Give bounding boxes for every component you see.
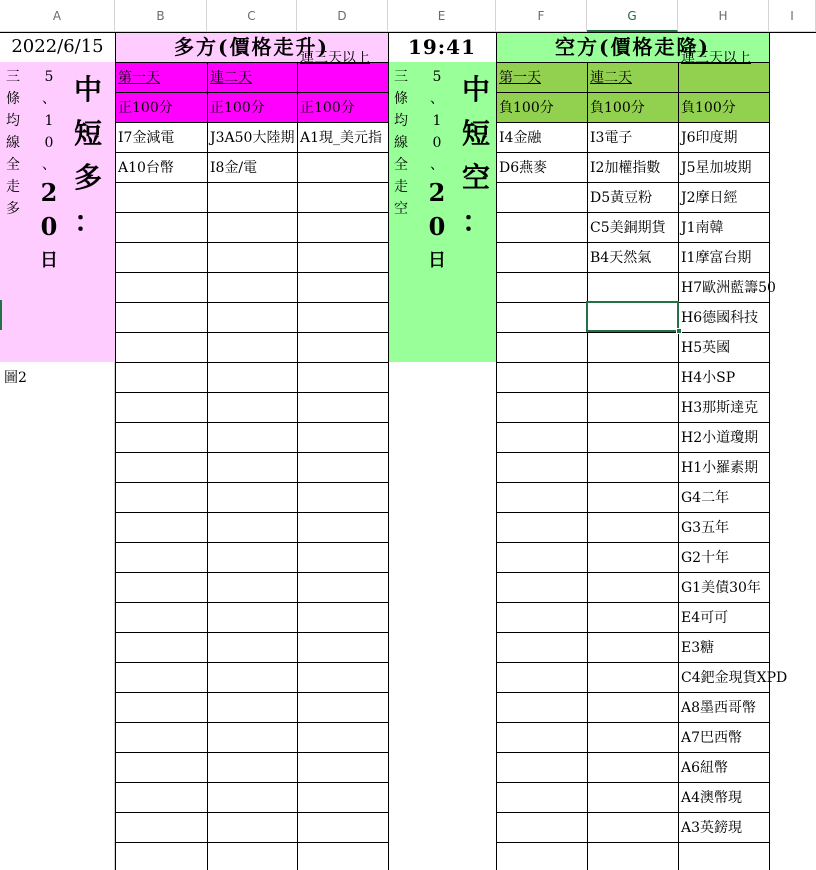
- border-line: [115, 542, 388, 543]
- side-big-char: 短: [462, 117, 491, 150]
- side-char: 全: [394, 157, 408, 173]
- column-header-d[interactable]: D: [297, 0, 388, 32]
- side-big-char: 中: [74, 73, 103, 106]
- border-line: [388, 62, 389, 870]
- short-day2-item[interactable]: C5美銅期貨: [590, 220, 666, 236]
- side-char: 走: [6, 179, 20, 195]
- column-header-f[interactable]: F: [496, 0, 587, 32]
- short-day3-item[interactable]: G3五年: [681, 520, 730, 536]
- border-line: [115, 572, 388, 573]
- note-cell[interactable]: 圖2: [4, 370, 27, 386]
- side-big-char: 空: [462, 161, 491, 194]
- side-char: 0: [428, 212, 446, 241]
- long-day2-item[interactable]: J3A50大陸期: [210, 130, 295, 146]
- border-line: [115, 782, 388, 783]
- short-day3-item[interactable]: H2小道瓊期: [681, 430, 759, 446]
- short-day3-item[interactable]: A6紐幣: [681, 760, 729, 776]
- border-line: [115, 392, 388, 393]
- side-char: 2: [428, 178, 446, 207]
- short-day3-item[interactable]: A3英鎊現: [681, 820, 743, 836]
- long-day1-item[interactable]: A10台幣: [118, 160, 174, 176]
- side-char: 1: [44, 113, 54, 129]
- border-line: [115, 662, 388, 663]
- short-title: 空方(價格走降): [555, 35, 710, 59]
- short-score-day3[interactable]: 負100分: [681, 100, 736, 116]
- side-char: 三: [394, 69, 408, 85]
- side-char: 0: [432, 135, 442, 151]
- short-day3-item[interactable]: H1小羅素期: [681, 460, 759, 476]
- short-day2-item[interactable]: B4天然氣: [590, 250, 652, 266]
- short-day3-item[interactable]: A7巴西幣: [681, 730, 743, 746]
- border-line: [496, 842, 769, 843]
- border-line: [115, 512, 388, 513]
- gridline: [0, 300, 2, 330]
- short-day3-item[interactable]: H5英國: [681, 340, 731, 356]
- side-char: 均: [6, 113, 20, 129]
- long-header-day3[interactable]: 連三天以上: [300, 51, 370, 66]
- short-day3-item[interactable]: A4澳幣現: [681, 790, 743, 806]
- side-char: 5: [432, 69, 442, 85]
- border-line: [115, 842, 388, 843]
- short-day3-item[interactable]: G4二年: [681, 490, 730, 506]
- side-char: 多: [6, 201, 20, 217]
- side-big-char: ：: [74, 205, 103, 238]
- border-line: [115, 632, 388, 633]
- border-line: [115, 482, 388, 483]
- side-char: 0: [40, 212, 58, 241]
- short-header-day3[interactable]: 連三天以上: [681, 51, 751, 66]
- border-line: [207, 62, 208, 870]
- long-day3-item[interactable]: A1現_美元指: [300, 130, 383, 146]
- long-title: 多方(價格走升): [174, 35, 329, 59]
- border-line: [115, 692, 388, 693]
- side-char: 空: [394, 201, 408, 217]
- long-day2-item[interactable]: I8金/電: [210, 160, 258, 176]
- short-score-day2[interactable]: 負100分: [590, 100, 645, 116]
- short-day3-item[interactable]: C4鈀金現貨XPD: [681, 670, 788, 686]
- short-day3-item[interactable]: E4可可: [681, 610, 729, 626]
- short-header-day1[interactable]: 第一天: [499, 70, 541, 86]
- column-header-a[interactable]: A: [0, 0, 115, 32]
- short-day3-item[interactable]: I1摩富台期: [681, 250, 752, 266]
- side-char: 條: [6, 91, 20, 107]
- side-char: 條: [394, 91, 408, 107]
- border-line: [115, 212, 388, 213]
- side-big-char: ：: [462, 205, 491, 238]
- short-day2-item[interactable]: I3電子: [590, 130, 633, 146]
- border-line: [297, 62, 298, 870]
- short-day3-item[interactable]: H7歐洲藍籌50: [681, 280, 776, 296]
- border-line: [115, 422, 388, 423]
- short-day3-item[interactable]: H3那斯達克: [681, 400, 759, 416]
- border-line: [115, 722, 388, 723]
- side-big-char: 多: [74, 161, 103, 194]
- long-header-day1[interactable]: 第一天: [118, 70, 160, 86]
- long-score-day3[interactable]: 正100分: [300, 100, 355, 116]
- short-day3-item[interactable]: J5星加坡期: [681, 160, 752, 176]
- short-day3-item[interactable]: H4小SP: [681, 370, 736, 386]
- long-score-day1[interactable]: 正100分: [118, 100, 173, 116]
- short-day1-item[interactable]: I4金融: [499, 130, 542, 146]
- column-header-i[interactable]: I: [769, 0, 816, 32]
- side-char: 5: [44, 69, 54, 85]
- long-score-day2[interactable]: 正100分: [210, 100, 265, 116]
- border-line: [115, 302, 388, 303]
- column-header-c[interactable]: C: [207, 0, 297, 32]
- short-day2-item[interactable]: I2加權指數: [590, 160, 661, 176]
- side-char: 、: [430, 157, 444, 173]
- border-line: [115, 602, 388, 603]
- border-line: [115, 332, 388, 333]
- long-header-day2[interactable]: 連二天: [210, 70, 252, 86]
- border-line: [115, 812, 388, 813]
- selected-cell[interactable]: [586, 301, 679, 332]
- side-char: 1: [432, 113, 442, 129]
- side-char: 、: [430, 91, 444, 107]
- short-day3-item[interactable]: A8墨西哥幣: [681, 700, 757, 716]
- side-char: 線: [6, 135, 20, 151]
- border-line: [115, 182, 388, 183]
- short-day3-item[interactable]: H6德國科技: [681, 310, 759, 326]
- border-line: [115, 362, 388, 363]
- short-day3-item[interactable]: G1美債30年: [681, 580, 761, 596]
- side-char: 、: [42, 91, 56, 107]
- short-day3-item[interactable]: J2摩日經: [681, 190, 738, 206]
- column-header-bar: [0, 0, 816, 32]
- side-char: 0: [44, 135, 54, 151]
- short-day3-item[interactable]: J1南韓: [681, 220, 724, 236]
- short-day2-item[interactable]: D5黃豆粉: [590, 190, 653, 206]
- short-day3-item[interactable]: G2十年: [681, 550, 730, 566]
- short-header-day2[interactable]: 連二天: [590, 70, 632, 86]
- short-day1-item[interactable]: D6燕麥: [499, 160, 548, 176]
- short-day3-item[interactable]: J6印度期: [681, 130, 738, 146]
- side-char: 走: [394, 179, 408, 195]
- column-header-b[interactable]: B: [115, 0, 207, 32]
- border-line: [115, 272, 388, 273]
- long-day1-item[interactable]: I7金減電: [118, 130, 175, 146]
- side-char: 三: [6, 69, 20, 85]
- border-line: [115, 62, 116, 870]
- side-char: 全: [6, 157, 20, 173]
- short-score-day1[interactable]: 負100分: [499, 100, 554, 116]
- border-line: [115, 752, 388, 753]
- side-char: 日: [40, 250, 58, 271]
- side-char: 、: [42, 157, 56, 173]
- border-line: [115, 242, 388, 243]
- date-cell[interactable]: 2022/6/15: [11, 36, 104, 57]
- border-line: [115, 452, 388, 453]
- short-day3-item[interactable]: E3糖: [681, 640, 715, 656]
- side-char: 線: [394, 135, 408, 151]
- side-char: 2: [40, 178, 58, 207]
- border-line: [496, 62, 497, 870]
- side-big-char: 中: [462, 73, 491, 106]
- column-header-g[interactable]: G: [587, 0, 678, 32]
- side-char: 日: [428, 250, 446, 271]
- time-cell[interactable]: 19:41: [407, 35, 477, 59]
- side-big-char: 短: [74, 117, 103, 150]
- column-header-e[interactable]: E: [388, 0, 496, 32]
- column-header-h[interactable]: H: [678, 0, 769, 32]
- side-char: 均: [394, 113, 408, 129]
- border-line: [769, 32, 770, 62]
